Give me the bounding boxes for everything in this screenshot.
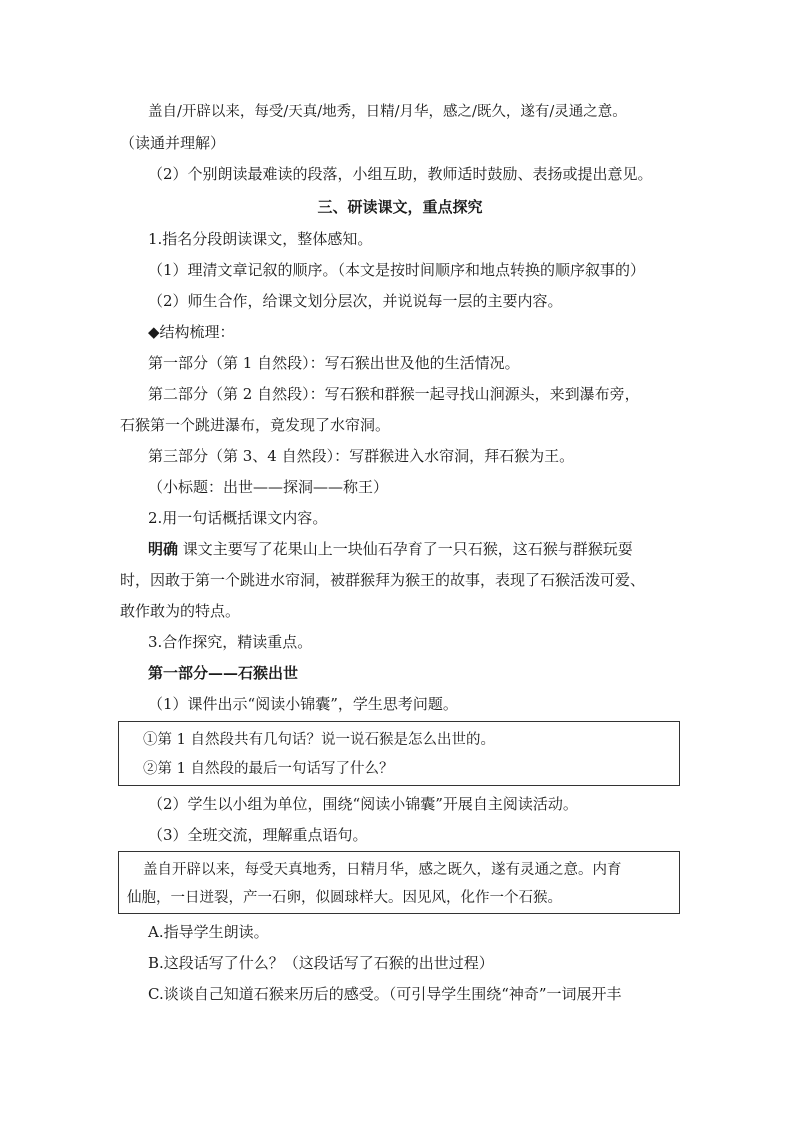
- text-line: 敢作敢为的特点。: [120, 602, 241, 620]
- text-line: （1）理清文章记叙的顺序。（本文是按时间顺序和地点转换的顺序叙事的）: [148, 261, 646, 279]
- text-line: 盖自/开辟以来，每受/天真/地秀，日精/月华，感之/既久，遂有/灵通之意。: [148, 104, 627, 120]
- text-line: B.这段话写了什么？（这段话写了石猴的出世过程）: [148, 954, 494, 972]
- text-line: （2）学生以小组为单位，围绕“阅读小锦囊”开展自主阅读活动。: [148, 795, 578, 813]
- text-line: （读通并理解）: [120, 134, 226, 152]
- quote-box: [118, 851, 680, 914]
- text-line: （小标题：出世——探洞——称王）: [148, 478, 389, 496]
- answer-text: 课文主要写了花果山上一块仙石孕育了一只石猴，这石猴与群猴玩耍: [178, 540, 633, 558]
- text-line: 第二部分（第 2 自然段）：写石猴和群猴一起寻找山涧源头，来到瀑布旁，: [148, 385, 640, 403]
- text-line: 第一部分（第 1 自然段）：写石猴出世及他的生活情况。: [148, 354, 520, 372]
- box-line: 仙胞，一日迸裂，产一石卵，似圆球样大。因见风，化作一个石猴。: [127, 890, 562, 906]
- text-line: （2）师生合作，给课文划分层次，并说说每一层的主要内容。: [148, 292, 563, 310]
- text-line: 2.用一句话概括课文内容。: [148, 509, 328, 527]
- box-line: ①第 1 自然段共有几句话？说一说石猴是怎么出世的。: [143, 732, 495, 748]
- subsection-title: 第一部分——石猴出世: [148, 664, 299, 682]
- text-line: 石猴第一个跳进瀑布，竟发现了水帘洞。: [120, 416, 391, 434]
- text-line: C.谈谈自己知道石猴来历后的感受。（可引导学生围绕“神奇”一词展开丰: [148, 985, 622, 1003]
- text-line: 1.指名分段朗读课文，整体感知。: [148, 230, 373, 248]
- text-line: ◆结构梳理：: [148, 323, 235, 341]
- text-line: （1）课件出示“阅读小锦囊”，学生思考问题。: [148, 695, 458, 713]
- text-line: [148, 538, 708, 560]
- answer-label: 明确: [148, 540, 179, 558]
- section-heading: 三、研读课文，重点探究: [317, 198, 483, 216]
- text-line: A.指导学生朗读。: [148, 923, 269, 941]
- text-line: （3）全班交流，理解重点语句。: [148, 826, 368, 844]
- text-line: 时，因敢于第一个跳进水帘洞，被群猴拜为猴王的故事，表现了石猴活泼可爱、: [120, 571, 646, 589]
- text-line: 3.合作探究，精读重点。: [148, 633, 313, 651]
- box-line: 盖自开辟以来，每受天真地秀，日精月华，感之既久，遂有灵通之意。内育: [143, 862, 622, 878]
- box-line: ②第 1 自然段的最后一句话写了什么？: [143, 761, 394, 777]
- text-line: 第三部分（第 3、4 自然段）：写群猴进入水帘洞，拜石猴为王。: [148, 447, 575, 465]
- tips-box: [118, 721, 680, 786]
- text-line: （2）个别朗读最难读的段落，小组互助，教师适时鼓励、表扬或提出意见。: [148, 165, 653, 183]
